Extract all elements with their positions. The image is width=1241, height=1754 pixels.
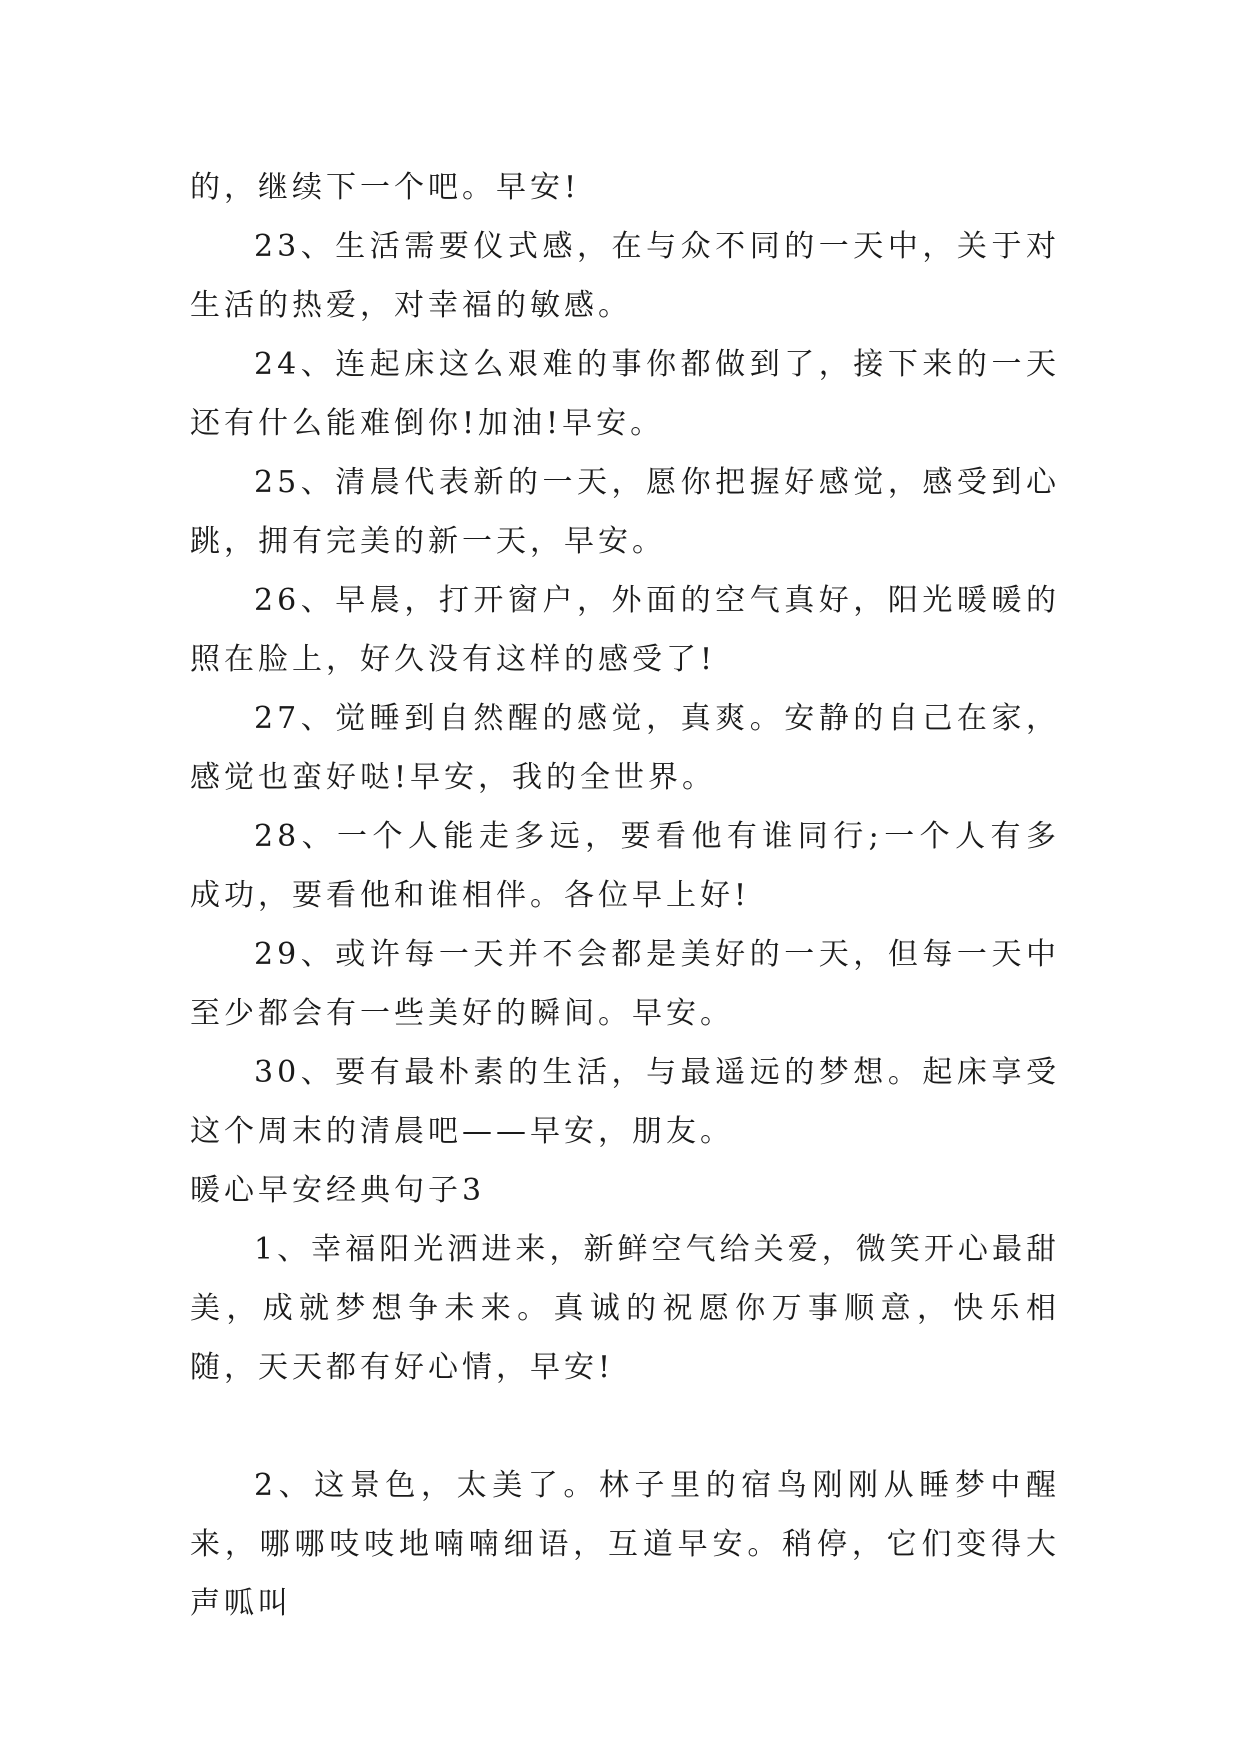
paragraph-item-1: 1、幸福阳光洒进来，新鲜空气给关爱，微笑开心最甜美，成就梦想争未来。真诚的祝愿你万事顺意，快乐相随，天天都有好心情，早安! — [190, 1232, 1060, 1385]
paragraph-item-27: 27、觉睡到自然醒的感觉，真爽。安静的自己在家，感觉也蛮好哒!早安，我的全世界。 — [190, 701, 1060, 795]
paragraph-item-25: 25、清晨代表新的一天，愿你把握好感觉，感受到心跳，拥有完美的新一天，早安。 — [190, 465, 1060, 559]
paragraph-item-28: 28、一个人能走多远，要看他有谁同行;一个人有多成功，要看他和谁相伴。各位早上好! — [190, 819, 1060, 913]
paragraph-item-2: 2、这景色，太美了。林子里的宿鸟刚刚从睡梦中醒来，哪哪吱吱地喃喃细语，互道早安。稍停，它们变得大声呱叫 — [190, 1468, 1060, 1621]
paragraph-spacer — [190, 1397, 1060, 1456]
paragraph-item-30: 30、要有最朴素的生活，与最遥远的梦想。起床享受这个周末的清晨吧——早安，朋友。 — [190, 1055, 1060, 1149]
paragraph-item-24: 24、连起床这么艰难的事你都做到了，接下来的一天还有什么能难倒你!加油!早安。 — [190, 347, 1060, 441]
document-body — [190, 158, 1060, 1633]
paragraph-item-29: 29、或许每一天并不会都是美好的一天，但每一天中至少都会有一些美好的瞬间。早安。 — [190, 937, 1060, 1031]
section-heading: 暖心早安经典句子3 — [190, 1173, 486, 1208]
paragraph-item-26: 26、早晨，打开窗户，外面的空气真好，阳光暖暖的照在脸上，好久没有这样的感受了! — [190, 583, 1060, 677]
paragraph-continuation: 的，继续下一个吧。早安! — [190, 170, 581, 205]
paragraph-item-23: 23、生活需要仪式感，在与众不同的一天中，关于对生活的热爱，对幸福的敏感。 — [190, 229, 1060, 323]
